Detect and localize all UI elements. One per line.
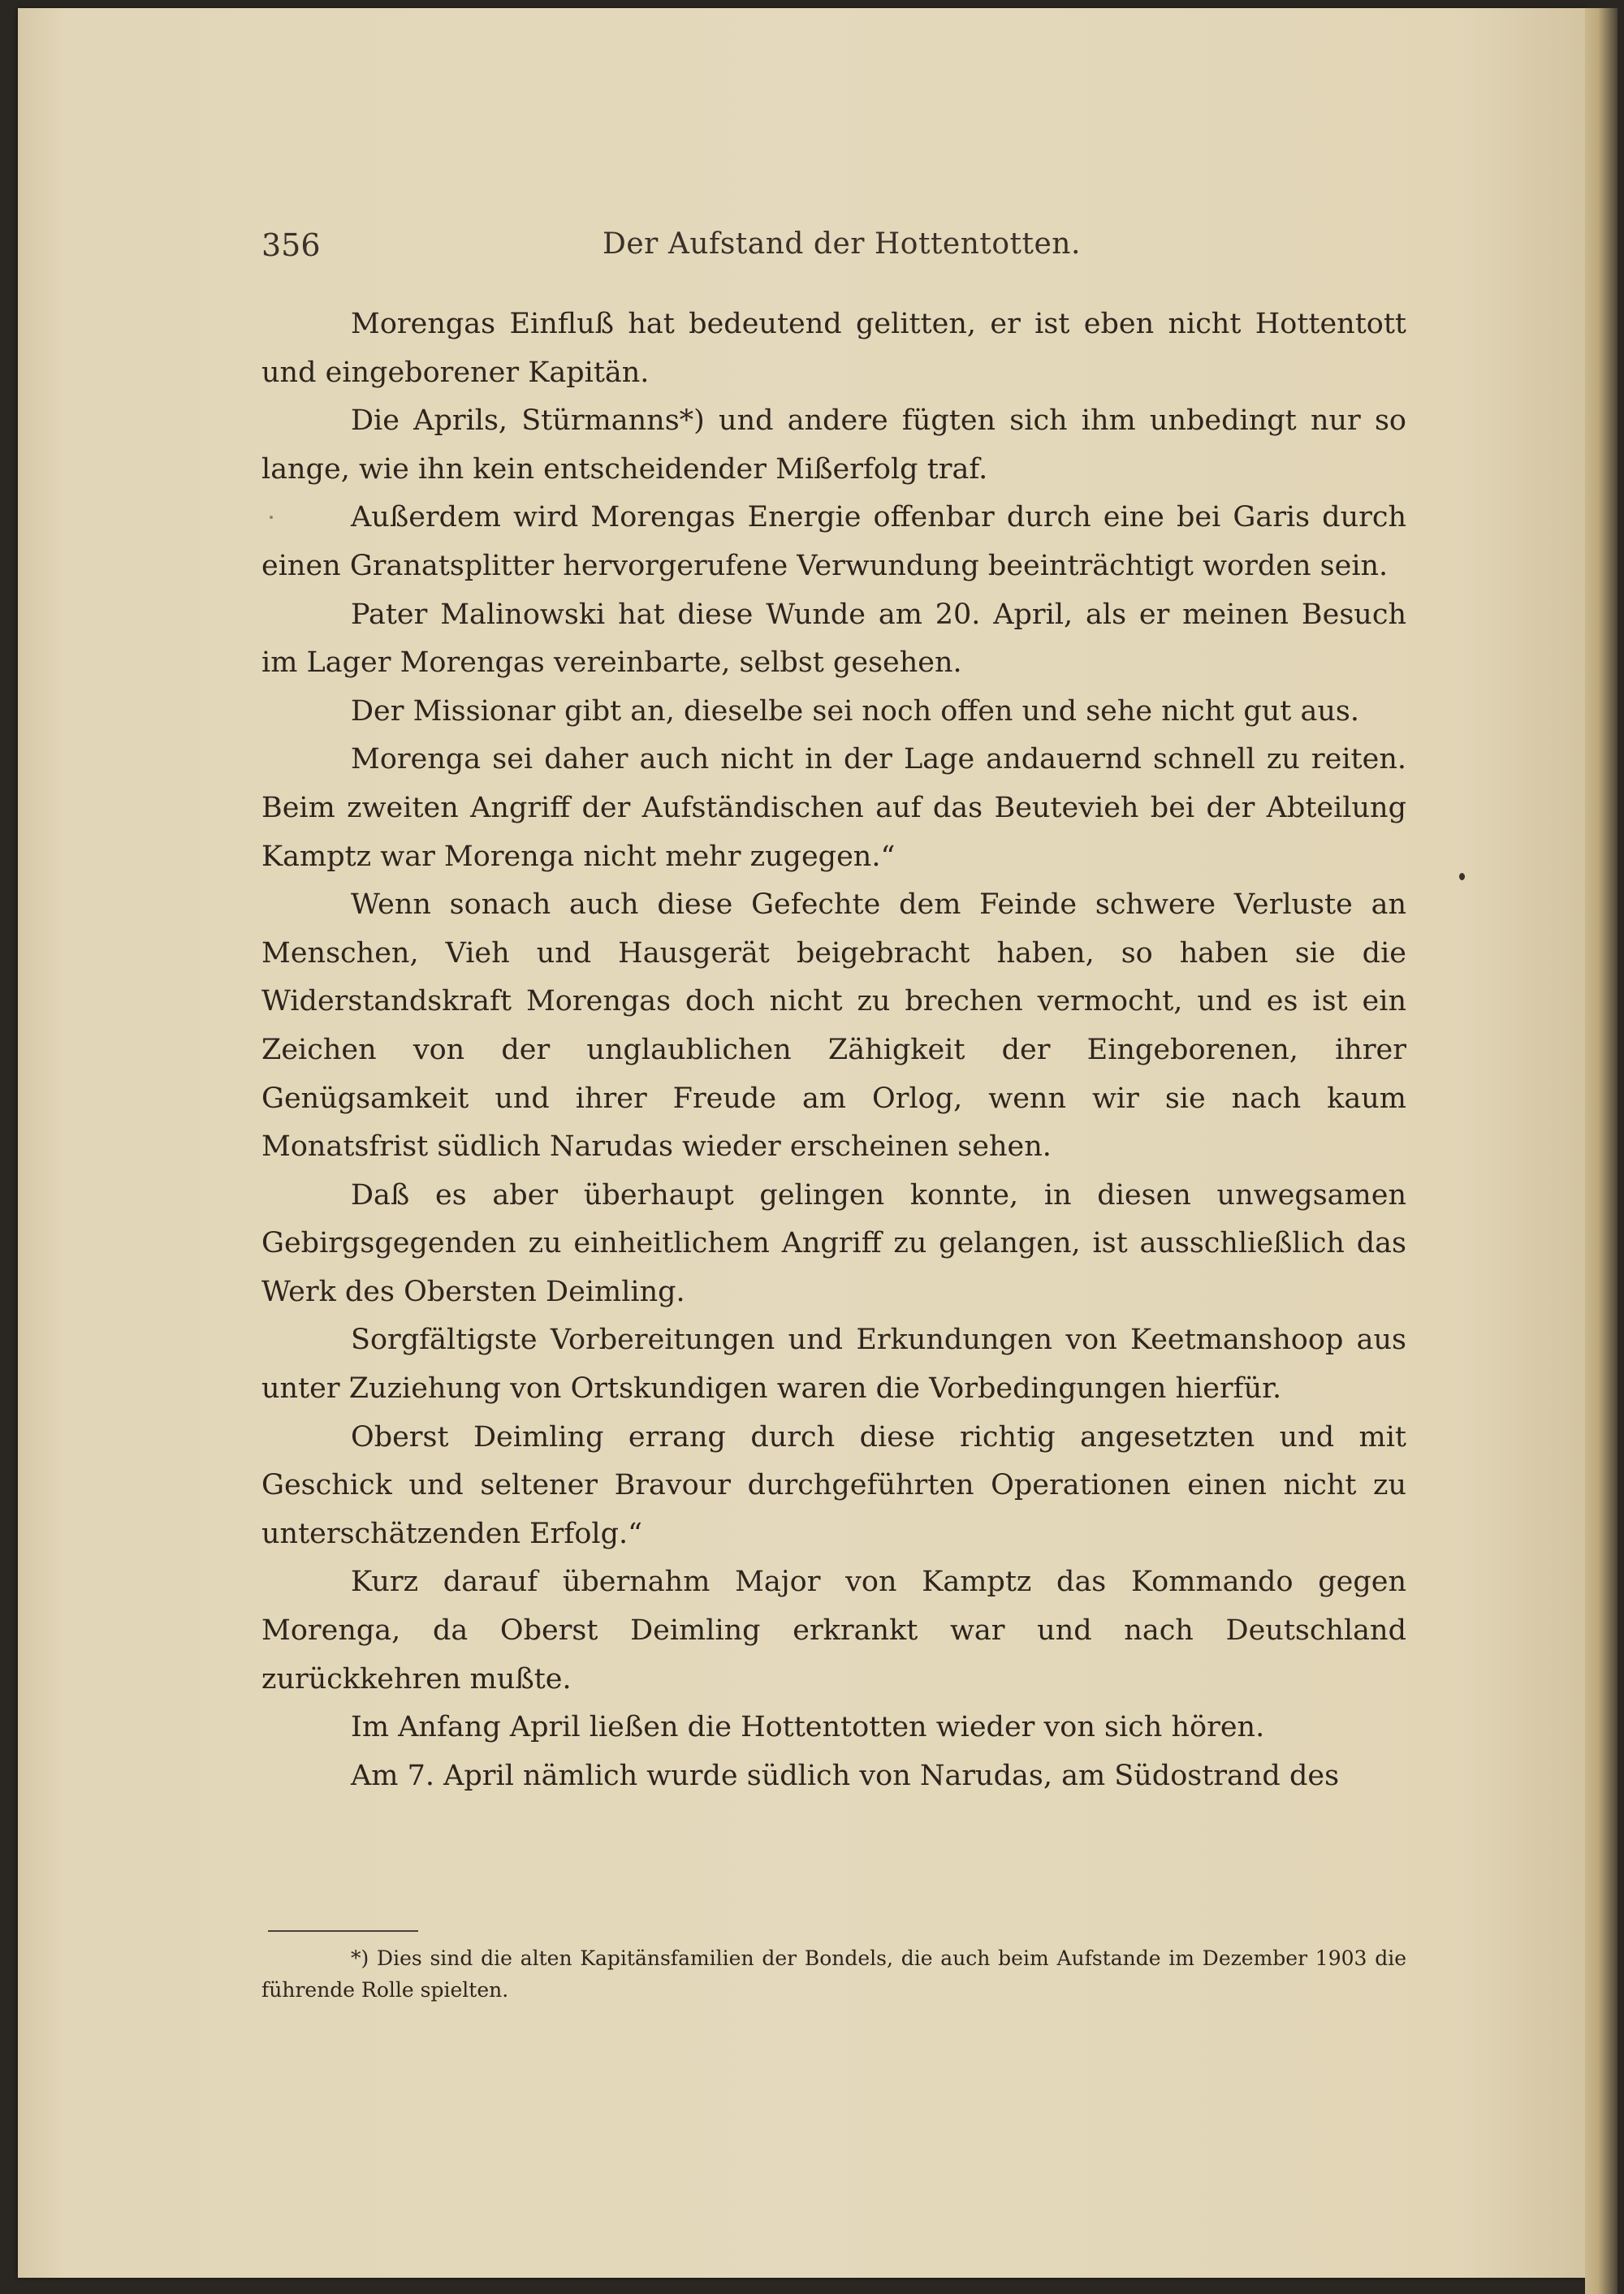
- paragraph: Pater Malinowski hat diese Wunde am 20. April, als er meinen Besuch im Lager Morengas vereinbarte, selbst gesehen.: [261, 598, 1406, 680]
- paragraph: Daß es aber überhaupt gelingen konnte, in diesen unwegsamen Gebirgsgegenden zu einheitlichem Angriff zu gelangen, ist ausschließlich das Werk des Obersten Deimling.: [261, 1178, 1406, 1308]
- paper-speck: [270, 516, 273, 519]
- paragraph: Am 7. April nämlich wurde südlich von Narudas, am Südostrand des: [351, 1759, 1340, 1792]
- page-edge: [1585, 8, 1618, 2294]
- running-title: Der Aufstand der Hottentotten.: [603, 227, 1081, 261]
- paragraph: Sorgfältigste Vorbereitungen und Erkundungen von Keetmanshoop aus unter Zuziehung von Ortskundigen waren die Vorbedingungen hierfür.: [261, 1324, 1406, 1406]
- paragraph: Morenga sei daher auch nicht in der Lage andauernd schnell zu reiten. Beim zweiten Angriff der Aufständischen auf das Beutevieh bei der Abteilung Kamptz war Morenga nicht mehr zugegen.“: [261, 743, 1406, 873]
- paragraph: Wenn sonach auch diese Gefechte dem Feinde schwere Verluste an Menschen, Vieh und Hausgerät beigebracht haben, so haben sie die Widerstandskraft Morengas doch nicht zu brechen vermocht, und es ist ein Zeichen von der unglaublichen Zähigkeit der Eingeborenen, ihrer Genügsamkeit und ihrer Freude am Orlog, wenn wir sie nach kaum Monatsfrist südlich Narudas wieder erscheinen sehen.: [261, 888, 1406, 1164]
- paragraph: Oberst Deimling errang durch diese richtig angesetzten und mit Geschick und seltener Bravour durchgeführten Operationen einen nicht zu unterschätzenden Erfolg.“: [261, 1420, 1406, 1550]
- paragraph: Die Aprils, Stürmanns*) und andere fügten sich ihm unbedingt nur so lange, wie ihn kein entscheidender Mißerfolg traf.: [261, 404, 1406, 486]
- footnotes: [261, 1942, 1406, 2006]
- footnote: *) Dies sind die alten Kapitänsfamilien der Bondels, die auch beim Aufstande im Dezember 1903 die führende Rolle spielten.: [261, 1946, 1406, 2002]
- paper-speck: [1459, 873, 1465, 880]
- paragraph: Morengas Einfluß hat bedeutend gelitten, er ist eben nicht Hottentott und eingeborener Kapitän.: [261, 308, 1406, 389]
- paragraph: Außerdem wird Morengas Energie offenbar durch eine bei Garis durch einen Granatsplitter hervorgerufene Verwundung beeinträchtigt worden sein.: [261, 501, 1406, 582]
- page-header: [261, 227, 1406, 268]
- paragraph: Der Missionar gibt an, dieselbe sei noch offen und sehe nicht gut aus.: [351, 694, 1359, 728]
- book-page: [18, 8, 1585, 2278]
- page-number: 356: [261, 227, 321, 263]
- paragraph: Kurz darauf übernahm Major von Kamptz das Kommando gegen Morenga, da Oberst Deimling erkrankt war und nach Deutschland zurückkehren mußte.: [261, 1566, 1406, 1696]
- body-text: [261, 300, 1406, 1800]
- footnote-divider: [268, 1930, 418, 1932]
- paragraph: Im Anfang April ließen die Hottentotten wieder von sich hören.: [351, 1711, 1265, 1744]
